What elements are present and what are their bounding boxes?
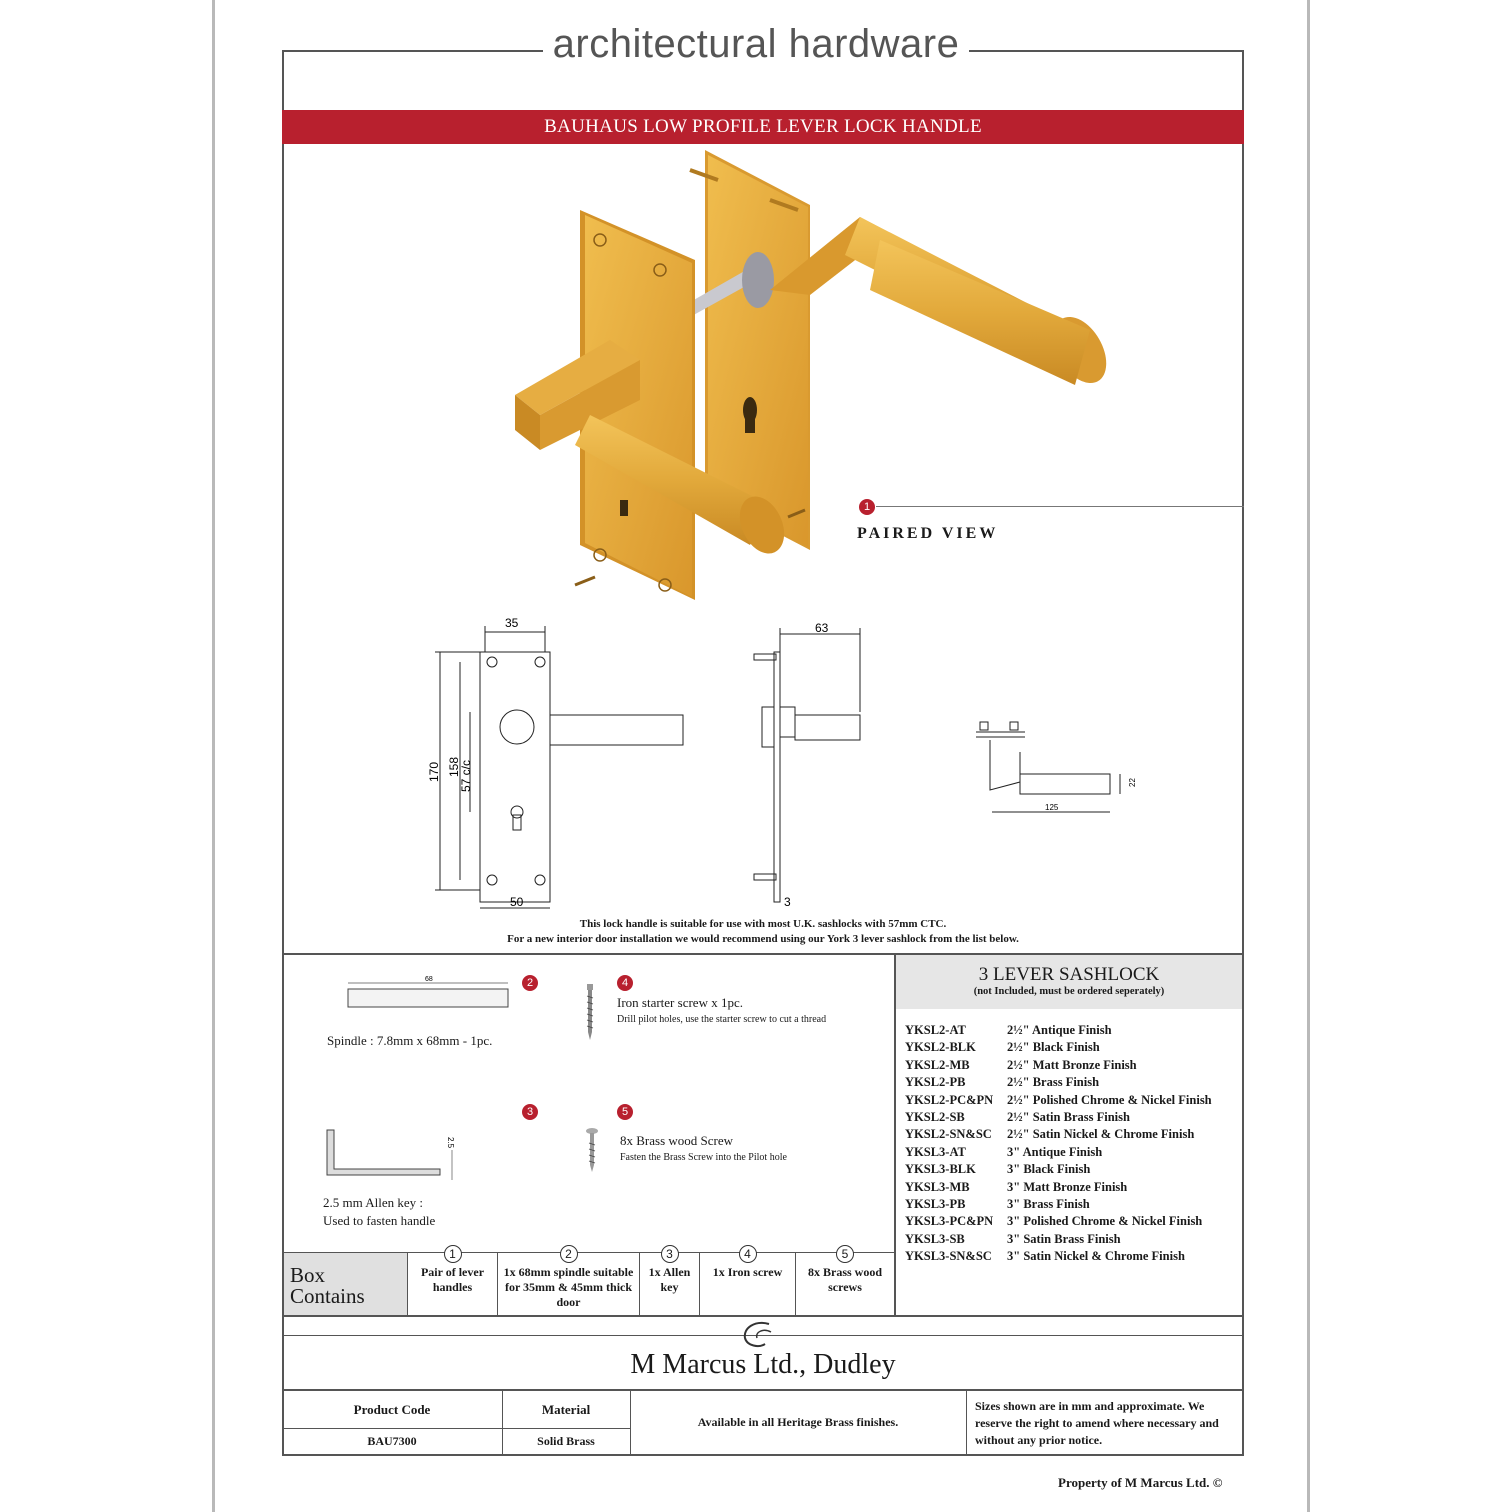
paired-view-label: PAIRED VIEW xyxy=(857,525,999,542)
list-item: YKSL3-PC&PN 3" Polished Chrome & Nickel Finish xyxy=(905,1214,1203,1229)
box-label: Box Contains xyxy=(284,1253,408,1315)
dim-spindle-len: 68 xyxy=(425,976,433,983)
paired-view-number: 1 xyxy=(859,499,875,515)
dim-ctc: 57 c/c xyxy=(459,759,473,792)
box-item-5: 5 8x Brass wood screws xyxy=(807,1247,882,1294)
page-edge-left xyxy=(212,0,215,1512)
note-line-2: For a new interior door installation we would recommend using our York 3 lever sashlock from the list below. xyxy=(507,933,1019,945)
list-item: YKSL3-SN&SC 3" Satin Nickel & Chrome Finish xyxy=(905,1249,1185,1264)
component-5-number: 5 xyxy=(617,1104,633,1120)
dim-height-total: 170 xyxy=(427,761,441,782)
dim-height-inner: 158 xyxy=(447,756,461,777)
sashlock-title: 3 LEVER SASHLOCK xyxy=(978,964,1160,985)
list-item: YKSL3-PB 3" Brass Finish xyxy=(905,1197,1090,1212)
material-label: Material xyxy=(541,1402,591,1417)
component-4-number: 4 xyxy=(617,975,633,991)
list-item: YKSL2-PB 2½" Brass Finish xyxy=(905,1075,1100,1090)
note-line-1: This lock handle is suitable for use with most U.K. sashlocks with 57mm CTC. xyxy=(579,918,947,930)
disclaimer: Sizes shown are in mm and approximate. We reserve the right to amend where necessary and without any prior notice. xyxy=(975,1399,1219,1447)
side-elevation-drawing xyxy=(740,612,880,917)
component-3-title: 2.5 mm Allen key : xyxy=(323,1195,424,1210)
material-value: Solid Brass xyxy=(537,1434,595,1448)
divider-footer-3 xyxy=(966,1389,967,1456)
divider-footer-top xyxy=(282,1389,1244,1391)
component-5-title: 8x Brass wood Screw xyxy=(620,1133,734,1148)
dim-projection: 63 xyxy=(815,621,829,635)
list-item: YKSL2-BLK 2½" Black Finish xyxy=(905,1040,1100,1055)
company-name: M Marcus Ltd., Dudley xyxy=(630,1349,896,1380)
dim-lever-length: 125 xyxy=(1045,803,1059,812)
list-item: YKSL2-SN&SC 2½" Satin Nickel & Chrome Finish xyxy=(905,1127,1195,1142)
box-item-2: 2 1x 68mm spindle suitable for 35mm & 45mm thick door xyxy=(498,1253,640,1315)
list-item: YKSL2-SB 2½" Satin Brass Finish xyxy=(905,1110,1130,1125)
sashlock-list xyxy=(905,1022,1212,1266)
dim-thickness: 3 xyxy=(784,895,791,909)
component-4-title: Iron starter screw x 1pc. xyxy=(617,995,743,1010)
component-3-sub: Used to fasten handle xyxy=(323,1213,436,1228)
sashlock-header xyxy=(896,955,1242,1009)
list-item: YKSL2-AT 2½" Antique Finish xyxy=(905,1023,1112,1037)
component-5-sub: Fasten the Brass Screw into the Pilot hole xyxy=(620,1152,787,1163)
dim-allen-size: 2.5 xyxy=(446,1137,455,1149)
paired-view-illustration xyxy=(500,145,1120,615)
lever-detail-drawing xyxy=(970,712,1140,822)
property-note: Property of M Marcus Ltd. © xyxy=(1058,1475,1223,1490)
list-item: YKSL2-MB 2½" Matt Bronze Finish xyxy=(905,1057,1137,1072)
brand-heading: architectural hardware xyxy=(0,22,1512,67)
product-title: BAUHAUS LOW PROFILE LEVER LOCK HANDLE xyxy=(282,110,1244,144)
list-item: YKSL3-AT 3" Antique Finish xyxy=(905,1144,1103,1159)
list-item: YKSL3-MB 3" Matt Bronze Finish xyxy=(905,1179,1128,1194)
product-code-label: Product Code xyxy=(353,1402,431,1417)
spindle-drawing xyxy=(340,975,520,1015)
component-2-title: Spindle : 7.8mm x 68mm - 1pc. xyxy=(327,1033,493,1048)
divider-company-top xyxy=(282,1315,1244,1317)
component-3-number: 3 xyxy=(522,1104,538,1120)
component-4-sub: Drill pilot holes, use the starter screw to cut a thread xyxy=(617,1014,827,1025)
box-item-4: 4 1x Iron screw xyxy=(700,1253,796,1315)
box-item-3: 3 1x Allen key xyxy=(640,1253,700,1315)
dim-lever-dia: 22 xyxy=(1128,778,1137,787)
allen-key-icon xyxy=(322,1125,462,1185)
list-item: YKSL2-PC&PN 2½" Polished Chrome & Nickel Finish xyxy=(905,1092,1212,1107)
product-code-value: BAU7300 xyxy=(367,1434,417,1448)
finishes-note: Available in all Heritage Brass finishes. xyxy=(697,1415,899,1429)
divider-footer-mid xyxy=(282,1428,630,1429)
dim-width-bottom: 50 xyxy=(510,895,524,909)
page-edge-right xyxy=(1307,0,1310,1512)
front-elevation-drawing xyxy=(420,612,700,917)
dim-width-top: 35 xyxy=(505,616,519,630)
paired-view-leader xyxy=(876,506,1244,507)
list-item: YKSL3-BLK 3" Black Finish xyxy=(905,1162,1091,1177)
box-item-1: 1 Pair of lever handles xyxy=(408,1253,498,1315)
list-item: YKSL3-SB 3" Satin Brass Finish xyxy=(905,1231,1121,1246)
brass-screw-icon xyxy=(585,1127,599,1173)
iron-screw-icon xyxy=(583,982,597,1042)
sashlock-subtitle: (not Included, must be ordered seperately) xyxy=(973,986,1165,997)
component-2-number: 2 xyxy=(522,975,538,991)
